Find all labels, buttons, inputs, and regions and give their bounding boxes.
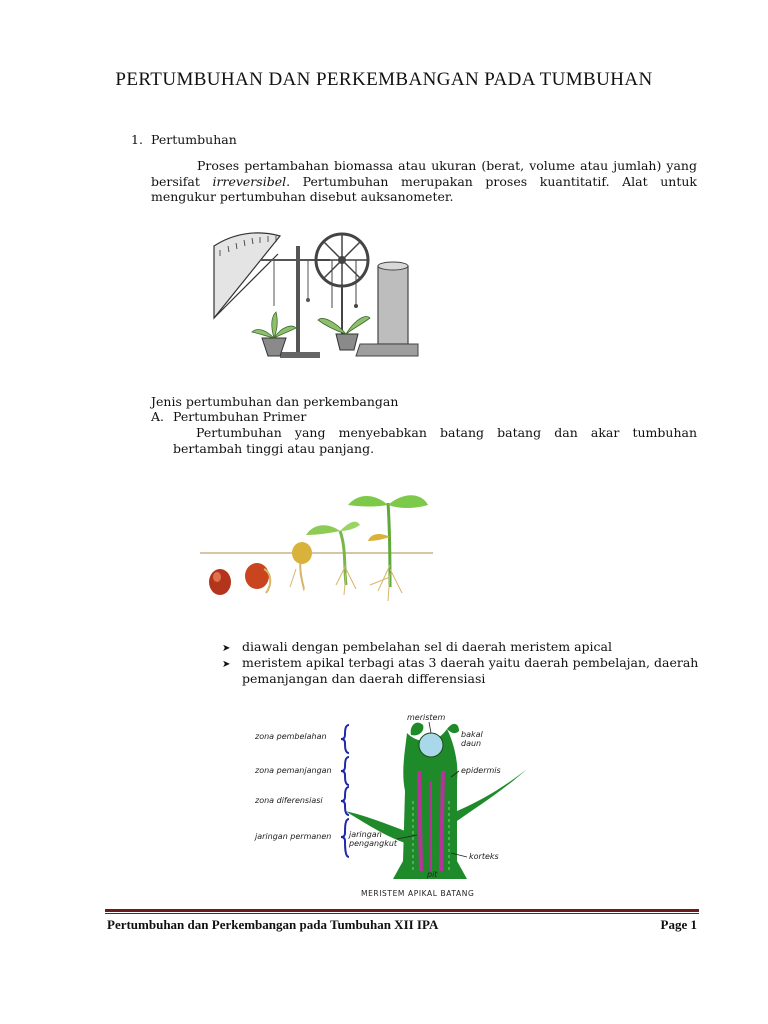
- zone-label-diferensiasi: zona diferensiasi: [255, 796, 323, 805]
- footer-document-title: Pertumbuhan dan Perkembangan pada Tumbuhan XII IPA: [107, 917, 439, 932]
- zone-label-pemanjangan: zona pemanjangan: [255, 766, 332, 775]
- jaringan-pengangkut-label-line2: pengangkut: [349, 839, 398, 848]
- subsection-heading: Jenis pertumbuhan dan perkembangan: [151, 394, 399, 409]
- germination-illustration: [200, 481, 433, 608]
- epidermis-label: epidermis: [461, 766, 501, 775]
- section-number: 1.: [131, 132, 143, 147]
- meristem-label: meristem: [407, 713, 446, 722]
- definition-text-start: Proses pertambahan biomassa atau ukuran (berat, volume atau jumlah) yang bersifat: [151, 158, 697, 189]
- definition-text-end: . Pertumbuhan merupakan proses kuantitatif. Alat untuk mengukur pertumbuhan disebut auksanometer.: [151, 173, 697, 204]
- bakal-daun-label-line2: daun: [461, 739, 482, 748]
- bullet-item-2: meristem apikal terbagi atas 3 daerah yaitu daerah pembelajan, daerah pemanjangan dan daerah differensiasi: [242, 655, 699, 686]
- bullet-arrow-icon: ➤: [222, 659, 231, 670]
- diagram-caption: MERISTEM APIKAL BATANG: [361, 889, 475, 898]
- apical-meristem-diagram: [245, 711, 538, 904]
- section-heading: Pertumbuhan: [151, 132, 237, 147]
- primary-growth-paragraph: Pertumbuhan yang menyebabkan batang batang dan akar tumbuhan bertambah tinggi atau panjang.: [173, 425, 697, 456]
- footer-rule-thick: [105, 909, 699, 912]
- footer-page-number: Page 1: [660, 917, 697, 932]
- auxanometer-illustration: [200, 216, 422, 366]
- subsection-letter: A.: [151, 409, 165, 424]
- jaringan-pengangkut-label-line1: jaringan: [349, 830, 382, 839]
- zone-label-permanen: jaringan permanen: [255, 832, 332, 841]
- definition-italic-term: irreversibel: [212, 173, 287, 189]
- bullet-arrow-icon: ➤: [222, 643, 231, 654]
- page-title: PERTUMBUHAN DAN PERKEMBANGAN PADA TUMBUHAN: [115, 69, 653, 90]
- bullet-item-1: diawali dengan pembelahan sel di daerah meristem apical: [242, 639, 612, 654]
- pit-label: pit: [427, 870, 438, 879]
- definition-paragraph: [151, 158, 697, 205]
- footer-rule-thin: [105, 913, 699, 914]
- korteks-label: korteks: [469, 852, 499, 861]
- bakal-daun-label-line1: bakal: [461, 730, 483, 739]
- zone-label-pembelahan: zona pembelahan: [255, 732, 327, 741]
- subsection-title: Pertumbuhan Primer: [173, 409, 307, 424]
